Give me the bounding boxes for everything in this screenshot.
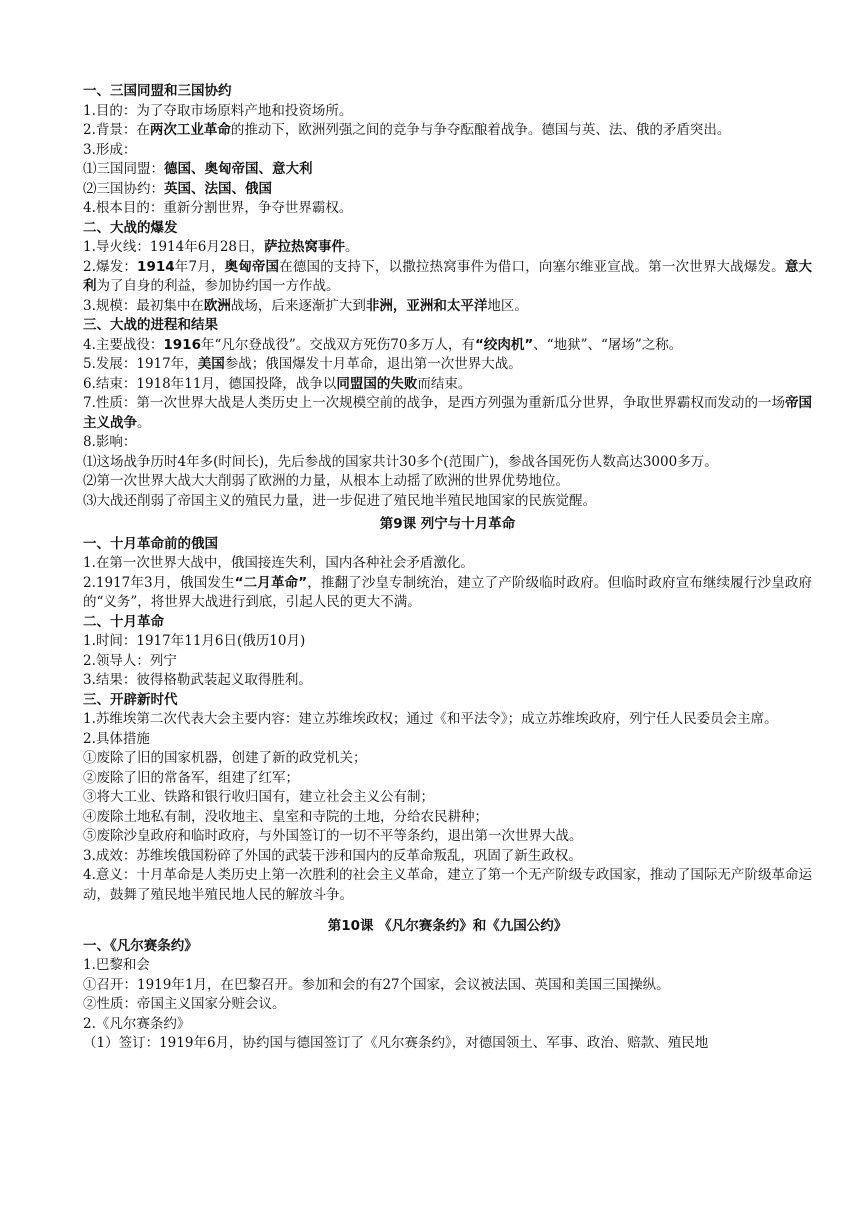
text-run: 4.根本目的：重新分割世界，争夺世界霸权。	[83, 200, 353, 216]
text-run: 。	[137, 414, 151, 431]
text-line	[83, 492, 812, 512]
text-run: 3.规模：最初集中在	[83, 297, 204, 314]
text-run: 战场，后来逐渐扩大到	[230, 297, 366, 314]
bold-keyword: 英国、法国、俄国	[164, 180, 272, 197]
bold-keyword: 1916	[163, 336, 201, 353]
text-run: 2.《凡尔赛条约》	[83, 1015, 191, 1032]
text-run: 二、十月革命	[83, 613, 164, 630]
text-line	[83, 749, 812, 769]
text-run: 地区。	[487, 297, 528, 314]
text-line	[83, 1034, 812, 1054]
text-line	[83, 847, 812, 867]
bold-keyword: 欧洲	[203, 297, 231, 314]
section-heading	[83, 316, 812, 336]
text-run: 第9课 列宁与十月革命	[379, 516, 516, 532]
text-line	[83, 956, 812, 976]
text-run: 一、十月革命前的俄国	[83, 535, 218, 552]
text-run: 2.爆发：	[83, 258, 138, 275]
text-line	[83, 453, 812, 473]
text-run: 三、开辟新时代	[83, 691, 178, 708]
bold-keyword: 奥匈帝国	[224, 258, 280, 275]
text-run: ，推翻了沙皇专制统治，建立了产阶级临时政府。但临时政府宣布继续履行沙皇政府的“义务”，将世界大战进行到底，引起人民的更大不满。	[83, 574, 813, 610]
text-run: 5.发展：1917年，	[83, 356, 198, 372]
text-run: 8.影响：	[83, 434, 137, 450]
text-run: 1.导火线：1914年6月28日，	[83, 239, 265, 255]
section-heading	[83, 613, 812, 633]
section-heading	[83, 691, 812, 711]
bold-keyword: 帝国主义战争	[83, 395, 812, 431]
text-line	[83, 102, 812, 122]
text-line	[83, 180, 812, 200]
text-line	[83, 394, 812, 433]
text-run: ①召开：1919年1月，在巴黎召开。参加和会的有27个国家，会议被法国、英国和美国三国操纵。	[83, 976, 670, 993]
text-line	[83, 574, 812, 613]
text-run: 4.主要战役：	[83, 336, 164, 353]
text-run: ①废除了旧的国家机器，创建了新的政党机关；	[83, 750, 367, 766]
text-run: 而结束。	[417, 375, 472, 392]
text-run: 在德国的支持下，以撒拉热窝事件为借口，向塞尔维亚宣战。第一次世界大战爆发。	[279, 258, 785, 275]
bold-keyword: “绞肉机”	[474, 336, 534, 353]
bold-keyword: 意大利	[83, 258, 813, 294]
text-run: 2.1917年3月，俄国发生	[83, 574, 235, 591]
text-line	[83, 141, 812, 161]
text-run: ②性质：帝国主义国家分赃会议。	[83, 996, 286, 1012]
section-heading	[83, 82, 812, 102]
text-line	[83, 710, 812, 730]
text-run: 为了自身的利益，参加协约国一方作战。	[96, 278, 340, 294]
text-line	[83, 632, 812, 652]
text-run: 7.性质：第一次世界大战是人类历史上一次规模空前的战争，是西方列强为重新瓜分世界，争取世界霸权而发动的一场	[83, 395, 785, 411]
text-run: 3.成效：苏维埃俄国粉碎了外国的武装干涉和国内的反革命叛乱，巩固了新生政权。	[83, 847, 582, 864]
bold-keyword: 两次工业革命	[149, 122, 231, 138]
section-heading	[83, 937, 812, 957]
text-run: 一、三国同盟和三国协约	[83, 83, 232, 99]
text-run: ⑵三国协约：	[83, 180, 164, 197]
text-run: 2.背景：在	[83, 122, 150, 138]
text-run: 年7月，	[174, 258, 225, 275]
text-line	[83, 671, 812, 691]
text-line	[83, 866, 812, 905]
text-run: 第10课 《凡尔赛条约》和《九国公约》	[327, 918, 568, 934]
text-line	[83, 730, 812, 750]
section-heading	[83, 219, 812, 239]
text-line	[83, 827, 812, 847]
text-line	[83, 808, 812, 828]
text-line	[83, 995, 812, 1015]
lesson-title	[83, 917, 812, 937]
text-run: ⑤废除沙皇政府和临时政府，与外国签订的一切不平等条约，退出第一次世界大战。	[83, 828, 583, 844]
text-run: 6.结束：1918年11月，德国投降，战争以	[83, 375, 337, 392]
text-line	[83, 472, 812, 492]
bold-keyword: 萨拉热窝事件	[264, 239, 346, 255]
lesson-title	[83, 515, 812, 535]
text-run: 3.结果：彼得格勒武装起义取得胜利。	[83, 672, 312, 688]
text-run: 1.时间：1917年11月6日(俄历10月)	[83, 633, 306, 649]
text-line	[83, 976, 812, 996]
text-line	[83, 355, 812, 375]
text-line	[83, 554, 812, 574]
text-run: 1.巴黎和会	[83, 957, 150, 973]
text-run: 、“地狱”、“屠场”之称。	[533, 336, 683, 353]
text-line	[83, 297, 812, 317]
text-run: （1）签订：1919年6月，协约国与德国签订了《凡尔赛条约》，对德国领土、军事、政治、赔款、殖民地	[83, 1035, 709, 1051]
text-run: 二、大战的爆发	[83, 219, 178, 236]
text-run: 2.具体措施	[83, 730, 150, 747]
text-line	[83, 238, 812, 258]
text-run: 。	[345, 239, 359, 255]
text-run: ④废除土地私有制，没收地主、皇室和寺院的土地，分给农民耕种；	[83, 808, 488, 825]
text-run: 3.形成：	[83, 141, 137, 158]
text-run: ⑴三国同盟：	[83, 161, 164, 177]
text-run: ②废除了旧的常备军，组建了红军；	[83, 769, 299, 786]
text-line	[83, 375, 812, 395]
text-line	[83, 652, 812, 672]
text-run: 参战；俄国爆发十月革命，退出第一次世界大战。	[224, 356, 522, 372]
text-run: 三、大战的进程和结果	[83, 317, 218, 333]
text-run: ⑶大战还削弱了帝国主义的殖民力量，进一步促进了殖民地半殖民地国家的民族觉醒。	[83, 492, 596, 509]
bold-keyword: 非洲，亚洲和太平洋	[365, 297, 488, 314]
text-run: ⑵第一次世界大战大大削弱了欧洲的力量，从根本上动摇了欧洲的世界优势地位。	[83, 473, 569, 489]
section-heading	[83, 535, 812, 555]
bold-keyword: 美国	[197, 356, 225, 372]
text-run: ⑴这场战争历时4年多(时间长)，先后参战的国家共计30多个(范围广)，参战各国死伤人数高达3000多万。	[83, 453, 718, 470]
bold-keyword: 同盟国的失败	[336, 375, 418, 392]
bold-keyword: “二月革命”	[234, 574, 308, 591]
bold-keyword: 1914	[137, 258, 175, 275]
text-line	[83, 433, 812, 453]
text-run: 4.意义：十月革命是人类历史上第一次胜利的社会主义革命，建立了第一个无产阶级专政国家，推动了国际无产阶级革命运动，鼓舞了殖民地半殖民地人民的解放斗争。	[83, 867, 812, 903]
text-line	[83, 1015, 812, 1035]
text-line	[83, 199, 812, 219]
bold-keyword: 德国、奥匈帝国、意大利	[164, 161, 313, 177]
text-run: 1.目的：为了夺取市场原料产地和投资场所。	[83, 102, 353, 119]
text-line	[83, 788, 812, 808]
text-run: 1.在第一次世界大战中，俄国接连失利，国内各种社会矛盾激化。	[83, 555, 474, 571]
text-run: 1.苏维埃第二次代表大会主要内容：建立苏维埃政权；通过《和平法令》；成立苏维埃政府，列宁任人民委员会主席。	[83, 711, 778, 727]
text-run: 年“凡尔登战役”。交战双方死伤70多万人，有	[200, 336, 475, 353]
text-line	[83, 121, 812, 141]
text-run: 2.领导人：列宁	[83, 652, 177, 669]
text-run: ③将大工业、铁路和银行收归国有，建立社会主义公有制；	[83, 789, 434, 805]
text-line	[83, 258, 812, 297]
text-run: 的推动下，欧洲列强之间的竞争与争夺酝酿着战争。德国与英、法、俄的矛盾突出。	[230, 122, 731, 138]
text-line	[83, 769, 812, 789]
text-line	[83, 160, 812, 180]
text-run: 一、《凡尔赛条约》	[83, 937, 198, 954]
text-line	[83, 336, 812, 356]
